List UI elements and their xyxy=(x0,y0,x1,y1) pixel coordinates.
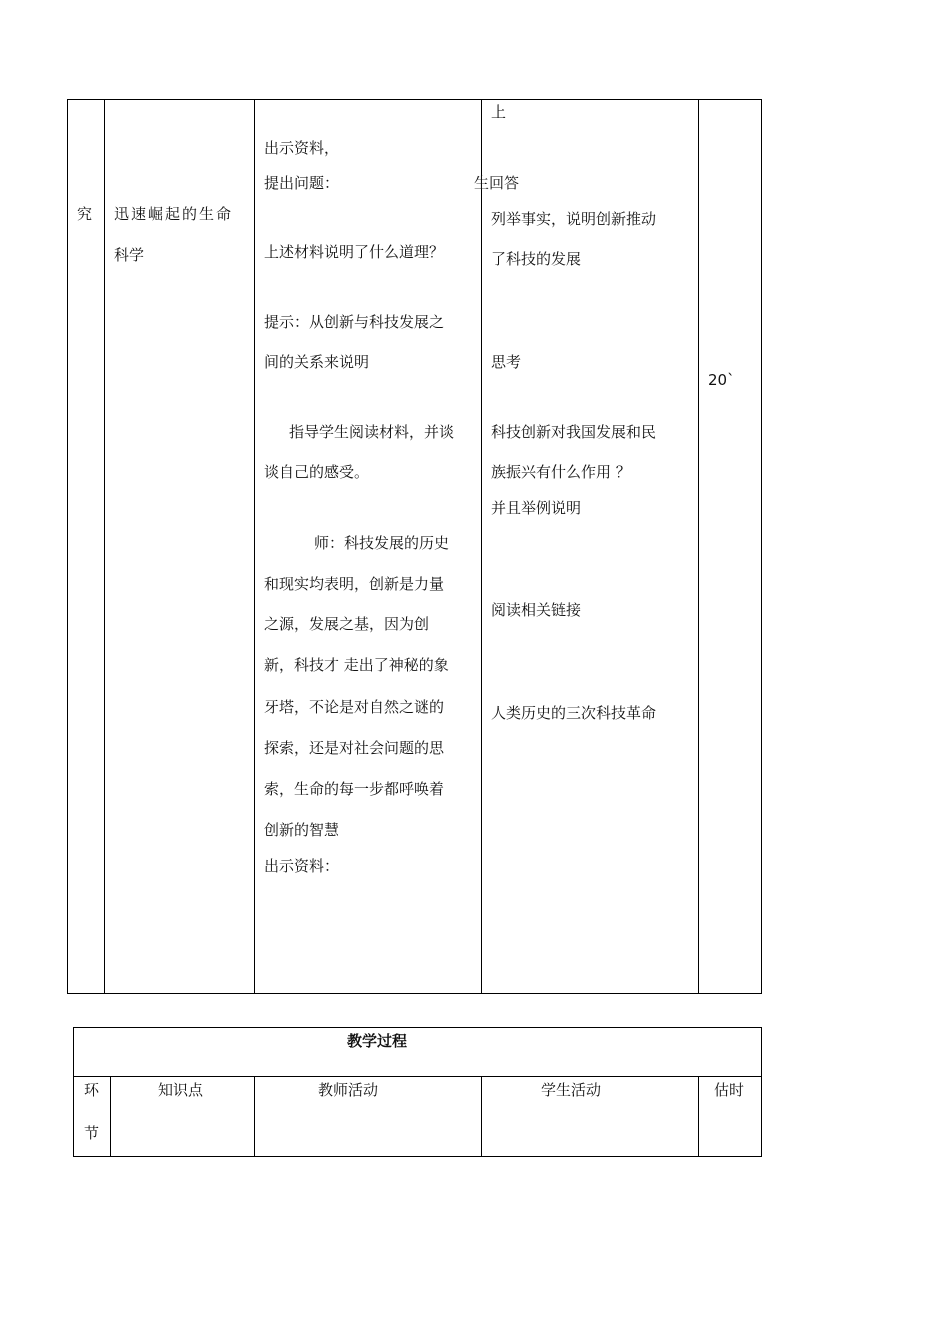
table-border xyxy=(67,99,68,994)
student-text: 阅读相关链接 xyxy=(491,601,582,619)
table-border xyxy=(761,99,762,994)
table-border xyxy=(698,1076,699,1157)
header-student: 学生活动 xyxy=(541,1081,602,1099)
teacher-text: 创新的智慧 xyxy=(264,821,340,839)
table-border xyxy=(110,1076,111,1157)
teacher-text: 师：科技发展的历史 xyxy=(314,534,450,552)
header-knowledge: 知识点 xyxy=(158,1081,204,1099)
table-border xyxy=(67,99,762,100)
header-teacher: 教师活动 xyxy=(318,1081,379,1099)
student-text: 人类历史的三次科技革命 xyxy=(491,704,657,722)
teacher-text: 出示资料： xyxy=(264,857,340,875)
time-estimate: 20` xyxy=(708,371,735,389)
table-border xyxy=(254,1076,255,1157)
teacher-text: 指导学生阅读材料，并谈 xyxy=(289,423,455,441)
student-text: 科技创新对我国发展和民 xyxy=(491,423,657,441)
knowledge-line: 迅速崛起的生命 xyxy=(114,205,234,223)
table-border xyxy=(73,1076,762,1077)
table-title: 教学过程 xyxy=(347,1032,408,1050)
student-text: 了科技的发展 xyxy=(491,250,582,268)
teacher-text: 探索，还是对社会问题的思 xyxy=(264,739,445,757)
teacher-text: 和现实均表明，创新是力量 xyxy=(264,575,445,593)
teacher-text: 谈自己的感受。 xyxy=(264,463,370,481)
teacher-text: 提出问题： xyxy=(264,174,340,192)
table-border xyxy=(254,99,255,994)
header-section: 节 xyxy=(84,1124,100,1142)
section-cell: 究 xyxy=(77,205,93,223)
header-time: 估时 xyxy=(714,1081,745,1099)
student-text: 族振兴有什么作用 ？ xyxy=(491,463,631,481)
table-border xyxy=(73,1027,762,1028)
knowledge-line: 科学 xyxy=(114,246,145,264)
teacher-text: 间的关系来说明 xyxy=(264,353,370,371)
table-border xyxy=(761,1027,762,1157)
student-text: 思考 xyxy=(491,353,522,371)
teacher-text: 上述材料说明了什么道理？ xyxy=(264,243,445,261)
student-text: 上 xyxy=(491,103,507,121)
teacher-text: 提示：从创新与科技发展之 xyxy=(264,313,445,331)
teacher-text: 新，科技才 走出了神秘的象 xyxy=(264,656,449,674)
teacher-text: 索，生命的每一步都呼唤着 xyxy=(264,780,445,798)
table-border xyxy=(698,99,699,994)
header-section: 环 xyxy=(84,1081,100,1099)
table-border xyxy=(73,1027,74,1157)
teacher-text: 牙塔，不论是对自然之谜的 xyxy=(264,698,445,716)
table-border xyxy=(67,993,762,994)
student-text: 并且举例说明 xyxy=(491,499,582,517)
teacher-text: 之源，发展之基，因为创 xyxy=(264,615,430,633)
table-border xyxy=(481,99,482,994)
student-text: 列举事实，说明创新推动 xyxy=(491,210,657,228)
teacher-text: 出示资料， xyxy=(264,139,340,157)
student-text: 生回答 xyxy=(474,174,520,192)
table-border xyxy=(104,99,105,994)
table-border xyxy=(73,1156,762,1157)
table-border xyxy=(481,1076,482,1157)
